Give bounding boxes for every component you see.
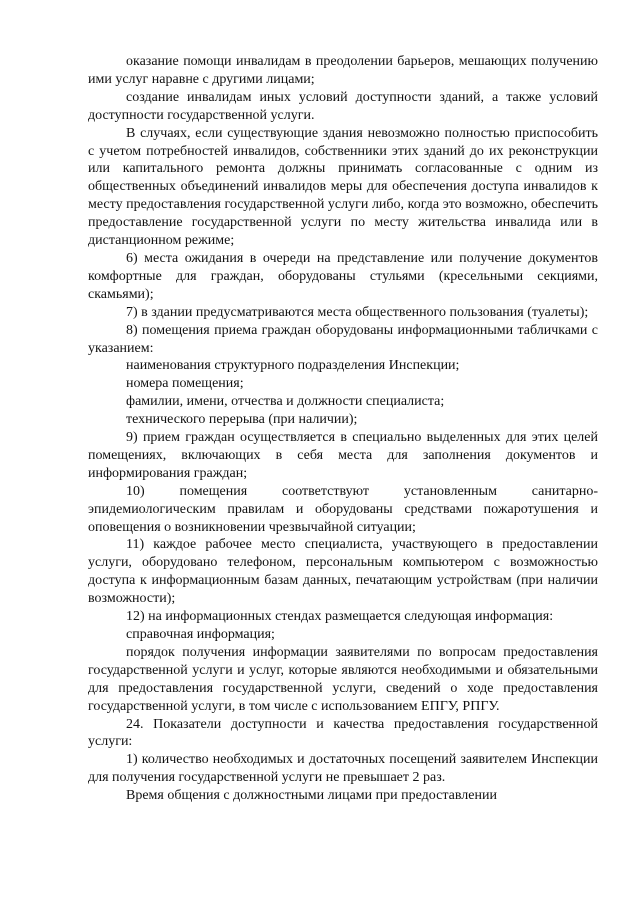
paragraph-4: 6) места ожидания в очереди на представление или получение документов комфортные для граждан, оборудованы стульями (кресельными секциями, скамьями); <box>88 250 598 302</box>
paragraph-1: оказание помощи инвалидам в преодолении барьеров, мешающих получению ими услуг наравне с другими лицами; <box>88 54 598 87</box>
paragraph-9: фамилии, имени, отчества и должности специалиста; <box>126 394 445 410</box>
paragraph-15: справочная информация; <box>126 627 275 642</box>
paragraph-18: 1) количество необходимых и достаточных посещений заявителем Инспекции для получения государственной услуги не превышает 2 раз. <box>88 752 598 786</box>
paragraph-13: 11) каждое рабочее место специалиста, участвующего в предоставлении услуги, оборудовано телефоном, персональным компьютером с возможностью доступа к информационным базам данных, печатающим устройствам (при наличии возможности); <box>88 537 598 607</box>
paragraph-11: 9) прием граждан осуществляется в специально выделенных для этих целей помещениях, включающих в себя места для заполнения документов и информирования граждан; <box>88 430 598 481</box>
paragraph-14: 12) на информационных стендах размещается следующая информация: <box>126 609 554 625</box>
paragraph-2: создание инвалидам иных условий доступности зданий, а также условий доступности государственной услуги. <box>88 89 598 123</box>
paragraph-7: наименования структурного подразделения Инспекции; <box>126 358 460 374</box>
paragraph-17: 24. Показатели доступности и качества предоставления государственной услуги: <box>88 716 598 750</box>
paragraph-8: номера помещения; <box>126 376 244 392</box>
paragraph-5: 7) в здании предусматриваются места общественного пользования (туалеты); <box>126 304 589 320</box>
paragraph-3: В случаях, если существующие здания невозможно полностью приспособить с учетом потребностей инвалидов, собственники этих зданий до их реконструкции или капитального ремонта должны принимать согласованные с одним из общественных объединений инвалидов меры для обеспечения доступа инвалидов к месту предоставления государственной услуги либо, когда это возможно, обеспечить предоставление государственной услуги по месту жительства инвалида или в дистанционном режиме; <box>88 125 598 249</box>
paragraph-6: 8) помещения приема граждан оборудованы информационными табличками с указанием: <box>88 322 598 356</box>
document-body <box>88 53 598 805</box>
paragraph-10: технического перерыва (при наличии); <box>126 412 358 428</box>
paragraph-19: Время общения с должностными лицами при предоставлении <box>126 788 497 804</box>
paragraph-12: 10) помещения соответствуют установленным санитарно-эпидемиологическим правилам и оборудованы средствами пожаротушения и оповещения о возникновении чрезвычайной ситуации; <box>88 483 598 535</box>
paragraph-16: порядок получения информации заявителями по вопросам предоставления государственной услуги и услуг, которые являются необходимыми и обязательными для предоставления государственной услуги, сведений о ходе предоставления государственной услуги, в том числе с использованием ЕПГУ, РПГУ. <box>88 644 598 714</box>
